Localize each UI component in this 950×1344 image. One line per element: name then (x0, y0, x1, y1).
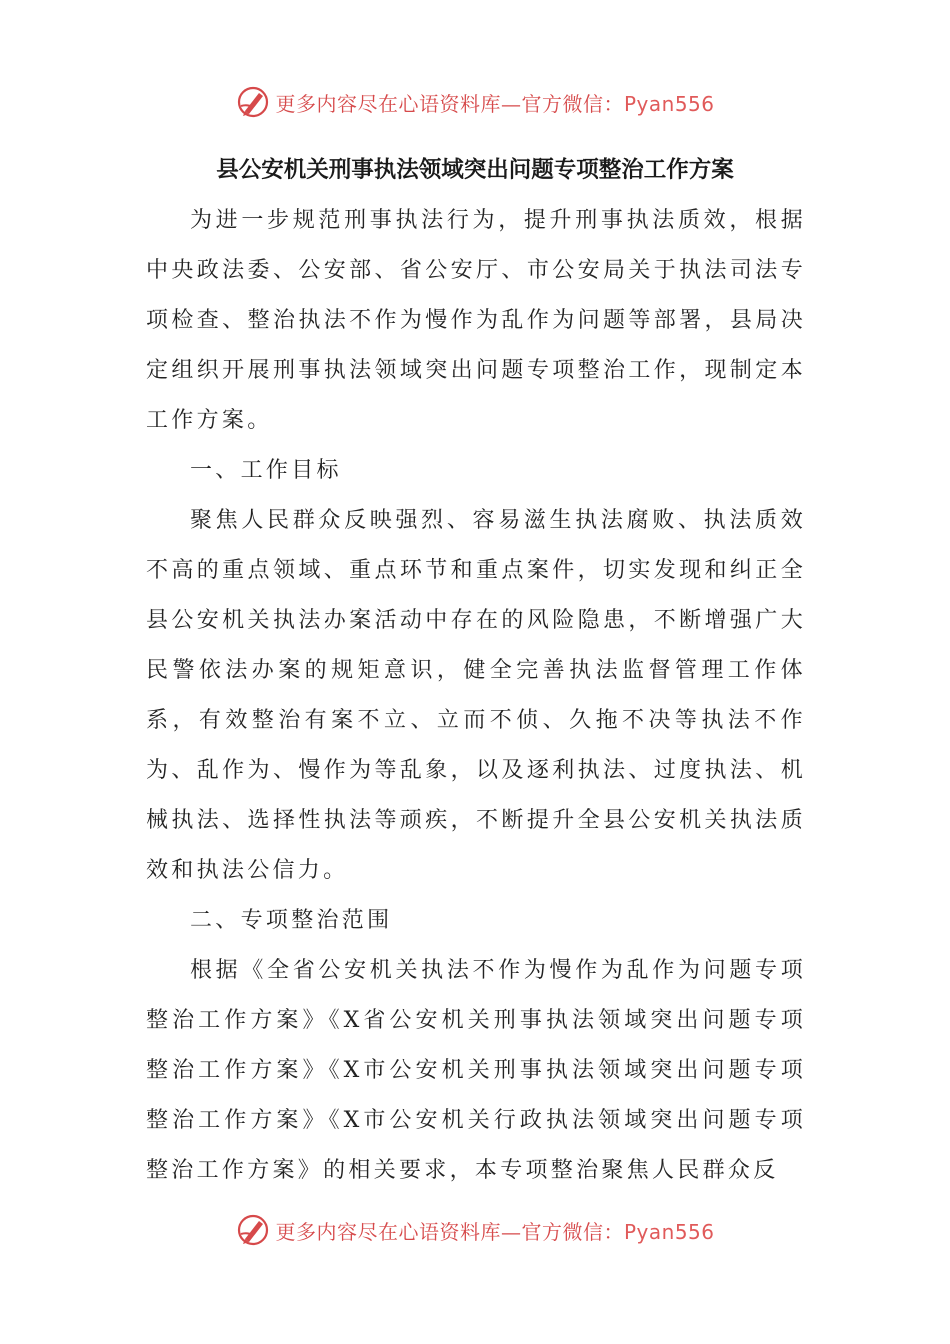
section-scope-paragraph: 根据《全省公安机关执法不作为慢作为乱作为问题专项整治工作方案》《X省公安机关刑事执法领域突出问题专项整治工作方案》《X市公安机关刑事执法领域突出问题专项整治工作方案》《X市公安机关行政执法领域突出问题专项整治工作方案》的相关要求，本专项整治聚焦人民群众反 (146, 958, 806, 1183)
footer-wechat-id: Pyan556 (623, 1219, 715, 1244)
document-body (146, 196, 806, 1196)
document-title: 县公安机关刑事执法领域突出问题专项整治工作方案 (216, 157, 734, 183)
pen-logo-icon (235, 84, 271, 120)
intro-paragraph: 为进一步规范刑事执法行为，提升刑事执法质效，根据中央政法委、公安部、省公安厅、市公安局关于执法司法专项检查、整治执法不作为慢作为乱作为问题等部署，县局决定组织开展刑事执法领域突出问题专项整治工作，现制定本工作方案。 (146, 208, 806, 433)
section-goals-paragraph: 聚焦人民群众反映强烈、容易滋生执法腐败、执法质效不高的重点领域、重点环节和重点案件，切实发现和纠正全县公安机关执法办案活动中存在的风险隐患，不断增强广大民警依法办案的规矩意识，健全完善执法监督管理工作体系，有效整治有案不立、立而不侦、久拖不决等执法不作为、乱作为、慢作为等乱象，以及逐利执法、过度执法、机械执法、选择性执法等顽疾，不断提升全县公安机关执法质效和执法公信力。 (146, 508, 806, 883)
footer-banner-text (275, 1216, 714, 1245)
footer-banner-label: 更多内容尽在心语资料库—官方微信： (275, 1219, 624, 1244)
header-banner (0, 82, 950, 122)
header-banner-text (275, 88, 714, 117)
footer-banner (0, 1210, 950, 1250)
header-banner-label: 更多内容尽在心语资料库—官方微信： (275, 91, 624, 116)
section-heading-scope: 二、专项整治范围 (190, 908, 393, 933)
header-wechat-id: Pyan556 (623, 91, 715, 116)
section-heading-goals: 一、工作目标 (190, 458, 342, 483)
pen-logo-icon (235, 1212, 271, 1248)
